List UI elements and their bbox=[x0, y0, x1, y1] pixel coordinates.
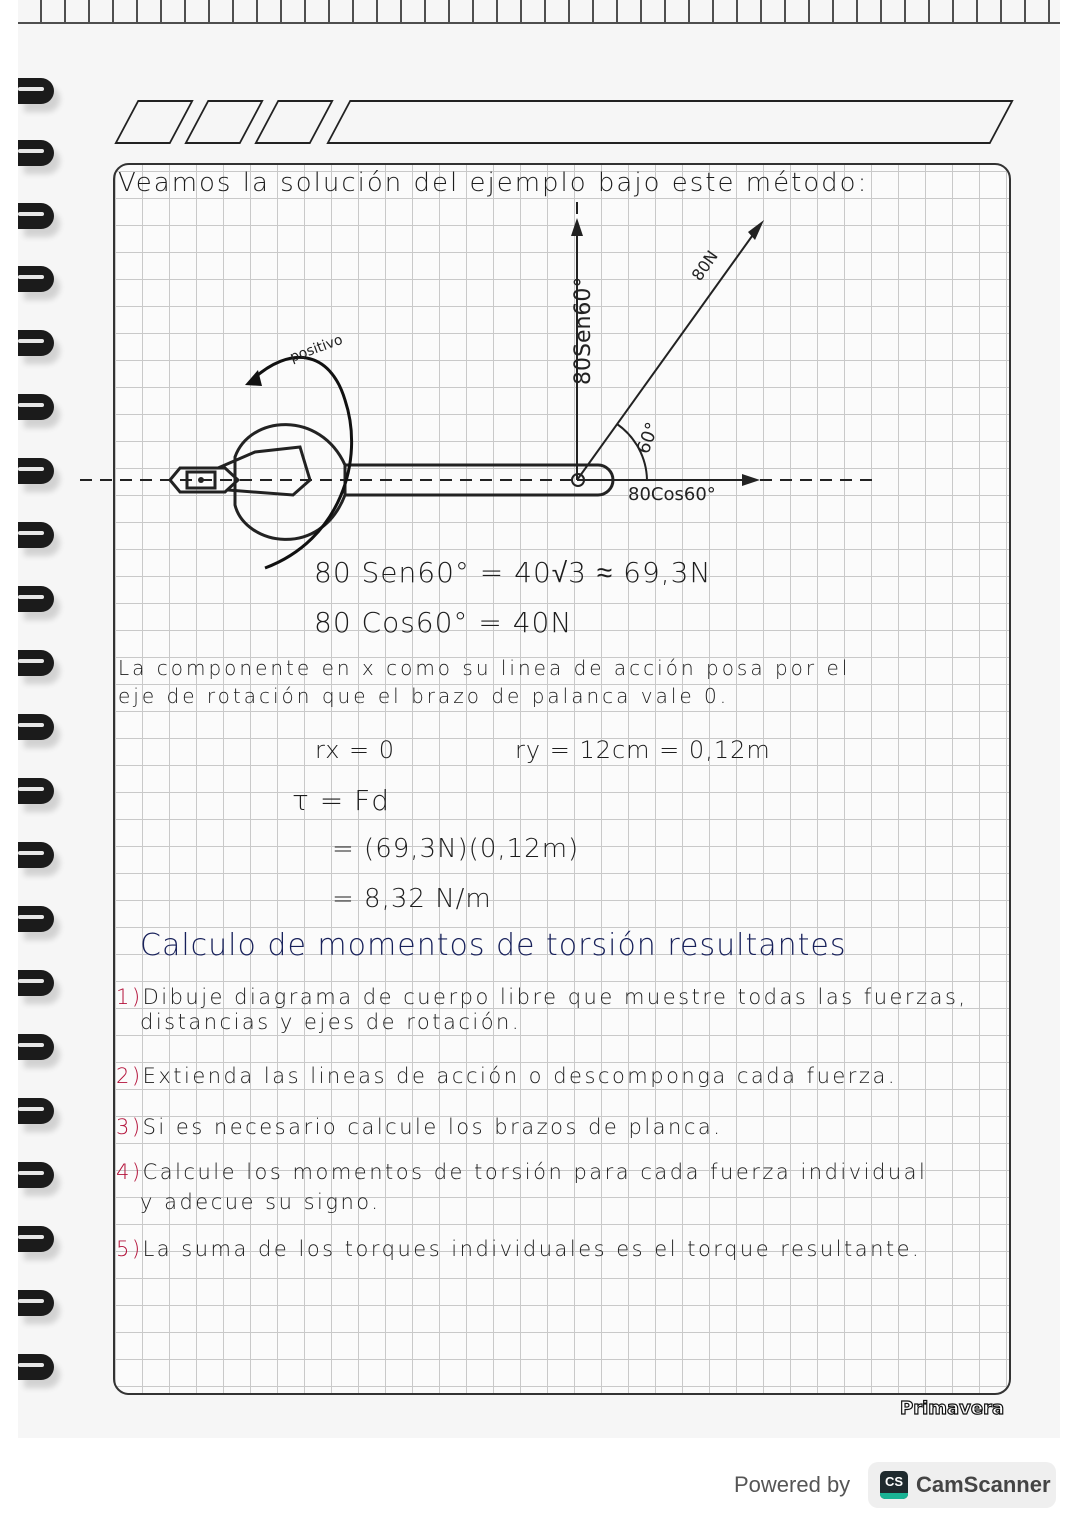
intro-text: Veamos la solución del ejemplo bajo este método: bbox=[118, 168, 869, 198]
cos-component-equation: 80 Cos60° = 40N bbox=[314, 606, 573, 639]
spiral-ring bbox=[18, 1162, 54, 1188]
torque-result: = 8,32 N/m bbox=[332, 884, 492, 914]
step-4-line-2: y adecue su signo. bbox=[140, 1190, 381, 1214]
force-diagram bbox=[0, 0, 1080, 600]
torque-substitution: = (69,3N)(0,12m) bbox=[332, 834, 580, 864]
spiral-ring bbox=[18, 650, 54, 676]
angle-label: 60° bbox=[632, 419, 664, 457]
force-label: 80N bbox=[687, 246, 722, 285]
spiral-ring bbox=[18, 906, 54, 932]
spiral-ring bbox=[18, 970, 54, 996]
spiral-ring bbox=[18, 714, 54, 740]
step-number: 3) bbox=[116, 1115, 143, 1139]
step-1-line-1 bbox=[116, 985, 968, 1009]
spiral-ring bbox=[18, 1226, 54, 1252]
camscanner-name: CamScanner bbox=[916, 1472, 1051, 1497]
spiral-ring bbox=[18, 1098, 54, 1124]
vertical-component-label: 80Sen60° bbox=[571, 276, 596, 385]
sin-component-equation: 80 Sen60° = 40√3 ≈ 69,3N bbox=[314, 556, 712, 589]
camscanner-logo-icon: CS bbox=[880, 1471, 908, 1499]
spiral-ring bbox=[18, 1354, 54, 1380]
step-3 bbox=[116, 1115, 722, 1139]
rx-value: rx = 0 bbox=[315, 736, 396, 764]
step-number: 5) bbox=[116, 1237, 143, 1261]
powered-by-text: Powered by bbox=[734, 1472, 851, 1497]
section-heading: Calculo de momentos de torsión resultantes bbox=[140, 928, 847, 963]
camscanner-badge[interactable] bbox=[868, 1462, 1056, 1508]
step-text: Calcule los momentos de torsión para cada fuerza individual bbox=[142, 1160, 928, 1184]
ry-value: ry = 12cm = 0,12m bbox=[515, 736, 771, 764]
step-4-line-1 bbox=[116, 1160, 927, 1184]
step-text: Extienda las lineas de acción o descomponga cada fuerza. bbox=[142, 1064, 897, 1088]
step-5 bbox=[116, 1237, 921, 1261]
step-number: 4) bbox=[116, 1160, 143, 1184]
horizontal-component-label: 80Cos60° bbox=[628, 484, 716, 505]
explanation-line-1: La componente en x como su linea de acción posa por el bbox=[118, 656, 851, 680]
spiral-ring bbox=[18, 842, 54, 868]
step-1-line-2: distancias y ejes de rotación. bbox=[140, 1010, 522, 1034]
spiral-ring bbox=[18, 1034, 54, 1060]
torque-formula: τ = Fd bbox=[292, 784, 390, 817]
step-text: Dibuje diagrama de cuerpo libre que muestre todas las fuerzas, bbox=[142, 985, 968, 1009]
step-text: La suma de los torques individuales es el torque resultante. bbox=[142, 1237, 922, 1261]
step-number: 1) bbox=[116, 985, 143, 1009]
rotation-label: positivo bbox=[287, 331, 345, 366]
spiral-ring bbox=[18, 778, 54, 804]
spiral-ring bbox=[18, 1290, 54, 1316]
step-number: 2) bbox=[116, 1064, 143, 1088]
step-2 bbox=[116, 1064, 897, 1088]
notebook-brand-logo: Primavera bbox=[900, 1398, 1005, 1419]
explanation-line-2: eje de rotación que el brazo de palanca vale 0. bbox=[118, 684, 730, 708]
step-text: Si es necesario calcule los brazos de planca. bbox=[142, 1115, 723, 1139]
